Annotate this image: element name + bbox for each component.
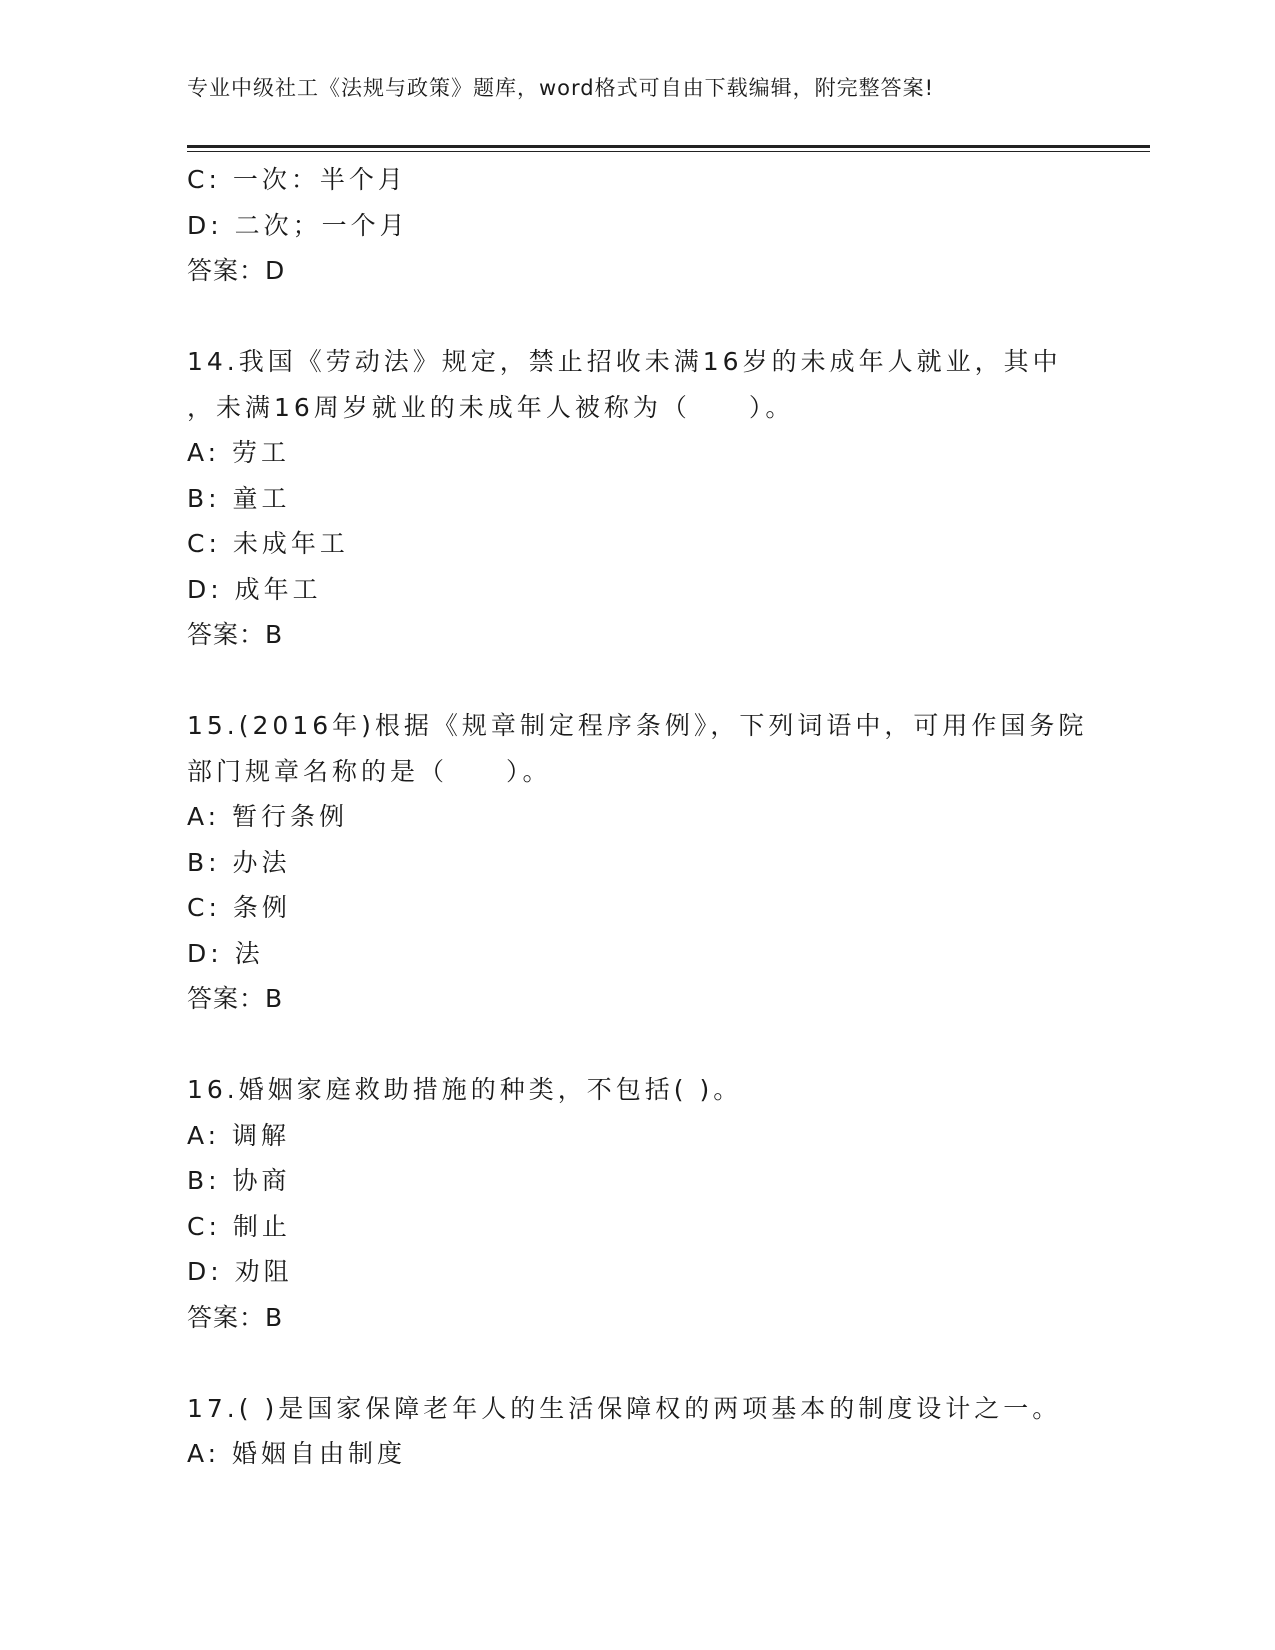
option-c: C: 制止 xyxy=(187,1211,291,1241)
answer: 答案：B xyxy=(187,620,284,649)
spacer xyxy=(187,294,1087,340)
question-text: 15.(2016年)根据《规章制定程序条例》，下列词语中，可用作国务院 xyxy=(187,711,1088,740)
question-17 xyxy=(187,1386,1087,1477)
option-a: A: 劳工 xyxy=(187,438,291,467)
option-b: B: 童工 xyxy=(187,483,291,513)
spacer xyxy=(187,1022,1087,1068)
header-divider-thin xyxy=(187,151,1150,152)
option-c: C: 一次：半个月 xyxy=(187,165,407,194)
question-text: ，未满16周岁就业的未成年人被称为（ ）。 xyxy=(187,392,795,422)
question-15 xyxy=(187,703,1087,1022)
answer: 答案：D xyxy=(187,256,286,285)
question-list xyxy=(187,157,1087,1477)
header-divider-thick xyxy=(187,145,1150,148)
option-a: A: 婚姻自由制度 xyxy=(187,1439,407,1468)
question-text: 部门规章名称的是（ ）。 xyxy=(187,756,552,786)
spacer xyxy=(187,658,1087,704)
option-c: C: 未成年工 xyxy=(187,529,349,558)
option-d: D: 法 xyxy=(187,938,264,968)
option-c: C: 条例 xyxy=(187,893,291,922)
question-text: 17.( )是国家保障老年人的生活保障权的两项基本的制度设计之一。 xyxy=(187,1393,1062,1423)
option-a: A: 调解 xyxy=(187,1120,291,1150)
option-a: A: 暂行条例 xyxy=(187,802,349,831)
option-d: D: 劝阻 xyxy=(187,1257,293,1286)
question-14 xyxy=(187,339,1087,658)
page-header: 专业中级社工《法规与政策》题库，word格式可自由下载编辑，附完整答案! xyxy=(187,76,935,100)
answer: 答案：B xyxy=(187,1302,284,1332)
answer: 答案：B xyxy=(187,984,284,1013)
question-13-tail xyxy=(187,157,1087,294)
spacer xyxy=(187,1340,1087,1386)
question-16 xyxy=(187,1067,1087,1340)
option-d: D: 成年工 xyxy=(187,574,322,604)
question-text: 14.我国《劳动法》规定，禁止招收未满16岁的未成年人就业，其中 xyxy=(187,347,1062,376)
option-d: D: 二次；一个月 xyxy=(187,210,409,240)
option-b: B: 办法 xyxy=(187,847,291,877)
question-text: 16.婚姻家庭救助措施的种类，不包括( )。 xyxy=(187,1075,743,1104)
option-b: B: 协商 xyxy=(187,1166,291,1195)
